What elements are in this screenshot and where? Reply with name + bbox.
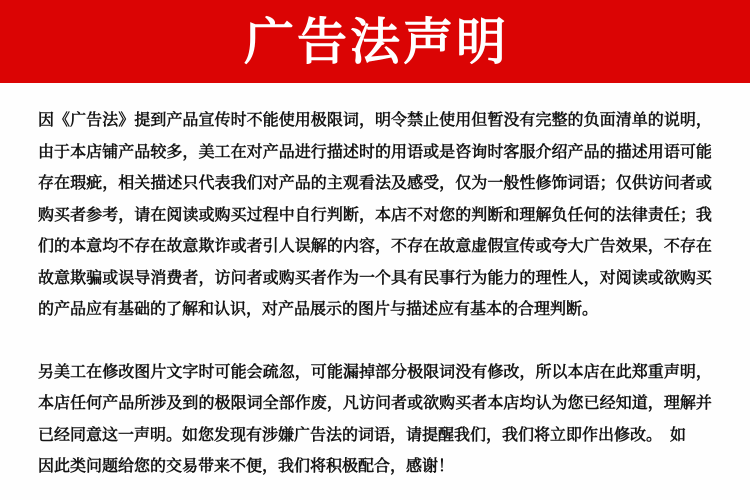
notice-title: 广告法声明 [244,11,509,71]
paragraph-1 [38,104,712,325]
text-line: 本 店 任 何 产 品 所 涉 及 到 的 极 限 词 全 部 作 废 ， 凡 访 问 者 或 欲 购 买 者 本 店 均 认 为 您 已 经 知 道 ， 理 解 并 [38,393,712,412]
text-line: 因 《 广 告 法 》 提 到 产 品 宣 传 时 不 能 使 用 极 限 词 ， 明 令 禁 止 使 用 但 暂 没 有 完 整 的 负 面 清 单 的 说 明 ， [38,110,712,129]
notice-banner [0,0,750,83]
text-line: 已经同意这一声明。如您发现有涉嫌广告法的词语，请提醒我们，我们将立即作出修改。 如 [38,424,687,444]
text-line: 购 买 者 参 考 ， 请 在 阅 读 或 购 买 过 程 中 自 行 判 断 ， 本 店 不 对 您 的 判 断 和 理 解 负 任 何 的 法 律 责 任 ； 我 [38,204,712,224]
text-line: 们 的 本 意 均 不 存 在 故 意 欺 诈 或 者 引 人 误 解 的 内 容 ， 不 存 在 故 意 虚 假 宣 传 或 夸 大 广 告 效 果 ， 不 存 在 [38,236,712,255]
text-line: 故 意 欺 骗 或 误 导 消 费 者 ， 访 问 者 或 购 买 者 作 为 一 个 具 有 民 事 行 为 能 力 的 理 性 人 ， 对 阅 读 或 欲 购 买 [38,267,712,287]
text-line: 由 于 本 店 铺 产 品 较 多 ， 美 工 在 对 产 品 进 行 描 述 时 的 用 语 或 是 咨 询 时 客 服 介 绍 产 品 的 描 述 用 语 可 能 [38,141,712,161]
text-line: 另 美 工 在 修 改 图 片 文 字 时 可 能 会 疏 忽 ， 可 能 漏 掉 部 分 极 限 词 没 有 修 改 ， 所 以 本 店 在 此 郑 重 声 明 ， [38,361,712,381]
text-line: 的产品应有基础的了解和认识，对产品展示的图片与描述应有基本的合理判断。 [38,299,599,318]
text-line: 存 在 瑕 疵 ， 相 关 描 述 只 代 表 我 们 对 产 品 的 主 观 看 法 及 感 受 ， 仅 为 一 般 性 修 饰 词 语 ； 仅 供 访 问 者 或 [38,173,712,192]
notice-body [0,83,750,482]
text-line: 因此类问题给您的交易带来不便，我们将积极配合，感谢！ [38,456,455,475]
paragraph-2 [38,356,712,482]
